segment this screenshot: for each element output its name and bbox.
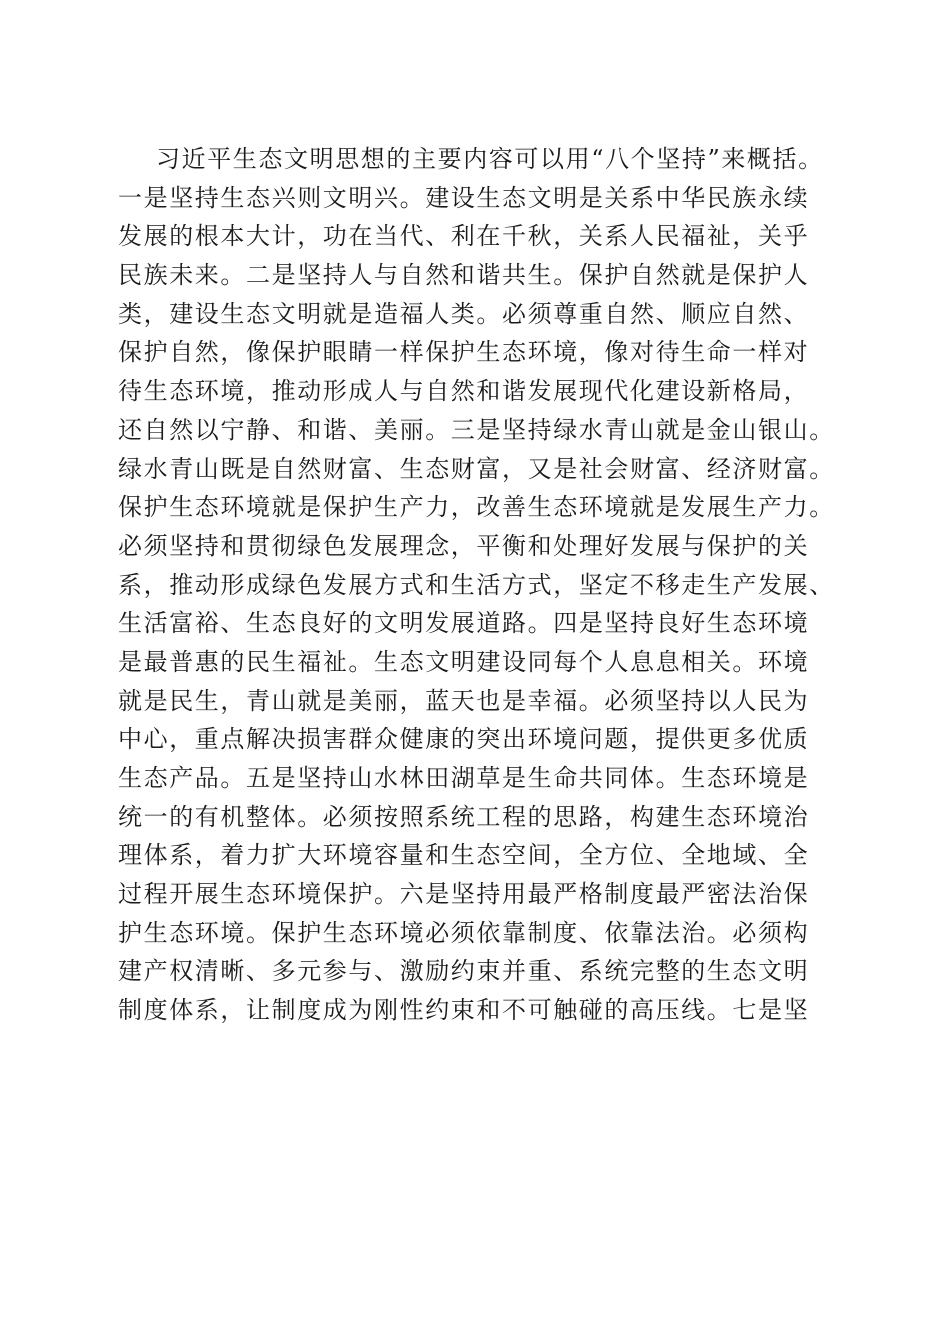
text-line: 必须坚持和贯彻绿色发展理念，平衡和处理好发展与保护的关 <box>118 531 810 560</box>
text-line: 保护生态环境就是保护生产力，改善生态环境就是发展生产力。 <box>118 493 835 522</box>
text-line: 制度体系，让制度成为刚性约束和不可触碰的高压线。七是坚 <box>118 996 810 1025</box>
text-line: 中心，重点解决损害群众健康的突出环境问题，提供更多优质 <box>118 725 810 754</box>
text-line: 习近平生态文明思想的主要内容可以用“八个坚持”来概括。 <box>156 145 824 173</box>
text-line: 保护自然，像保护眼睛一样保护生态环境，像对待生命一样对 <box>118 338 810 367</box>
text-line: 过程开展生态环境保护。六是坚持用最严格制度最严密法治保 <box>118 880 810 909</box>
text-line: 是最普惠的民生福祉。生态文明建设同每个人息息相关。环境 <box>118 647 810 676</box>
text-line: 类，建设生态文明就是造福人类。必须尊重自然、顺应自然、 <box>118 299 810 328</box>
text-line: 民族未来。二是坚持人与自然和谐共生。保护自然就是保护人 <box>118 261 810 290</box>
text-line: 统一的有机整体。必须按照系统工程的思路，构建生态环境治 <box>118 802 810 831</box>
paragraph <box>118 140 838 1030</box>
text-line: 理体系，着力扩大环境容量和生态空间，全方位、全地域、全 <box>118 841 810 870</box>
text-line: 发展的根本大计，功在当代、利在千秋，关系人民福祉，关乎 <box>118 222 810 251</box>
text-line: 生态产品。五是坚持山水林田湖草是生命共同体。生态环境是 <box>118 764 810 792</box>
text-line: 生活富裕、生态良好的文明发展道路。四是坚持良好生态环境 <box>118 609 810 638</box>
text-line: 就是民生，青山就是美丽，蓝天也是幸福。必须坚持以人民为 <box>118 686 810 715</box>
text-line: 建产权清晰、多元参与、激励约束并重、系统完整的生态文明 <box>118 957 810 986</box>
text-line: 还自然以宁静、和谐、美丽。三是坚持绿水青山就是金山银山。 <box>118 415 835 444</box>
text-line: 绿水青山既是自然财富、生态财富，又是社会财富、经济财富。 <box>118 454 835 483</box>
text-line: 一是坚持生态兴则文明兴。建设生态文明是关系中华民族永续 <box>118 183 810 212</box>
text-line: 待生态环境，推动形成人与自然和谐发展现代化建设新格局， <box>118 377 810 406</box>
text-line: 护生态环境。保护生态环境必须依靠制度、依靠法治。必须构 <box>118 918 810 947</box>
text-line: 系，推动形成绿色发展方式和生活方式，坚定不移走生产发展、 <box>118 570 835 599</box>
